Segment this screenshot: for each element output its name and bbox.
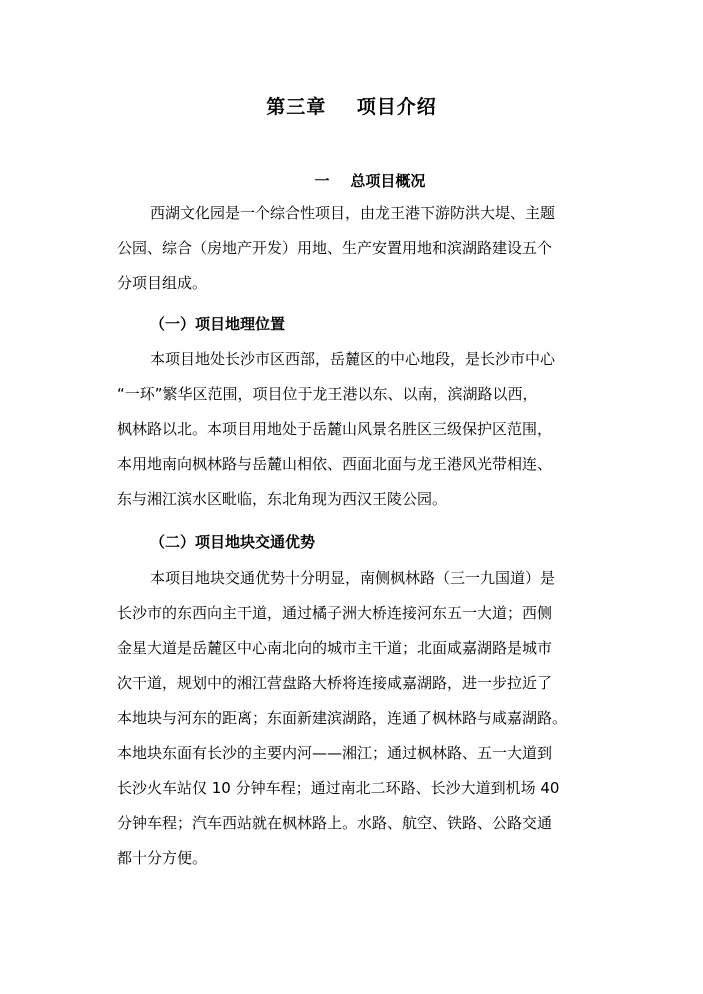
paragraph-line: 公园、综合（房地产开发）用地、生产安置用地和滨湖路建设五个 bbox=[117, 239, 553, 257]
paragraph-line: 本项目地处长沙市区西部，岳麓区的中心地段，是长沙市中心 bbox=[150, 350, 556, 368]
paragraph-line: “一环”繁华区范围，项目位于龙王港以东、以南，滨湖路以西， bbox=[117, 385, 538, 403]
paragraph-line: 本地块东面有长沙的主要内河——湘江；通过枫林路、五一大道到 bbox=[117, 744, 553, 762]
chapter-title: 第三章 项目介绍 bbox=[266, 96, 437, 118]
subsection-title-location: （一）项目地理位置 bbox=[150, 315, 286, 333]
subsection-title-transport: （二）项目地块交通优势 bbox=[150, 533, 316, 551]
paragraph-line: 金星大道是岳麓区中心南北向的城市主干道；北面咸嘉湖路是城市 bbox=[117, 639, 553, 657]
paragraph-line: 长沙火车站仅 10 分钟车程；通过南北二环路、长沙大道到机场 40 bbox=[117, 779, 560, 797]
paragraph-line: 本用地南向枫林路与岳麓山相依、西面北面与龙王港风光带相连、 bbox=[117, 455, 553, 473]
paragraph-line: 长沙市的东西向主干道，通过橘子洲大桥连接河东五一大道；西侧 bbox=[117, 604, 553, 622]
paragraph-line: 本地块与河东的距离；东面新建滨湖路，连通了枫林路与咸嘉湖路。 bbox=[117, 709, 568, 727]
paragraph-line: 都十分方便。 bbox=[117, 849, 208, 867]
paragraph-line: 次干道，规划中的湘江营盘路大桥将连接咸嘉湖路，进一步拉近了 bbox=[117, 674, 553, 692]
paragraph-line: 分钟车程；汽车西站就在枫林路上。水路、航空、铁路、公路交通 bbox=[117, 814, 553, 832]
section-title-overview: 一 总项目概况 bbox=[314, 172, 426, 190]
paragraph-line: 分项目组成。 bbox=[117, 274, 208, 292]
paragraph-line: 西湖文化园是一个综合性项目，由龙王港下游防洪大堤、主题 bbox=[150, 204, 556, 222]
paragraph-line: 本项目地块交通优势十分明显，南侧枫林路（三一九国道）是 bbox=[150, 569, 556, 587]
paragraph-line: 枫林路以北。本项目用地处于岳麓山风景名胜区三级保护区范围， bbox=[117, 420, 553, 438]
paragraph-line: 东与湘江滨水区毗临，东北角现为西汉王陵公园。 bbox=[117, 490, 448, 508]
